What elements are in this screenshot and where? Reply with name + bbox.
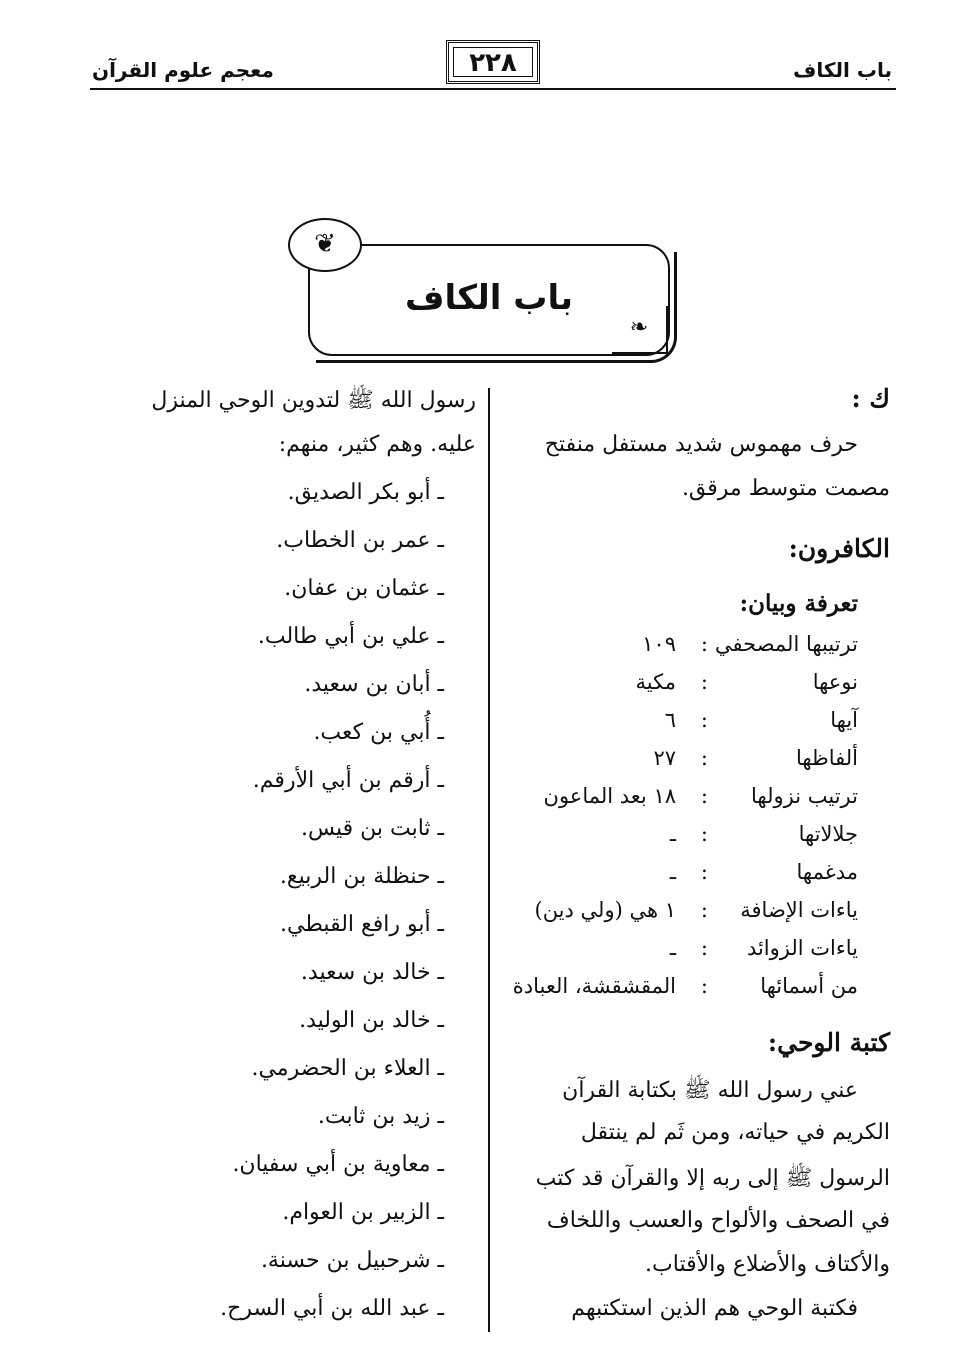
table-row [478,974,858,1008]
table-colon: : [700,822,708,846]
table-key: نوعها [812,670,858,694]
list-item: ـ عمر بن الخطاب. [276,528,444,553]
table-colon: : [700,632,708,656]
list-item: ـ أبو رافع القبطي. [280,912,444,937]
table-row [478,708,858,742]
table-key: ألفاظها [795,746,858,770]
table-value: المقشقشة، العبادة [512,974,676,998]
paragraph-line: فكتبة الوحي هم الذين استكتبهم [571,1296,858,1321]
table-colon: : [700,708,708,732]
paragraph-line: والأكتاف والأضلاع والأقتاب. [645,1252,890,1277]
table-row [478,898,858,932]
table-colon: : [700,974,708,998]
chapter-title: باب الكاف [405,278,573,318]
list-item: ـ معاوية بن أبي سفيان. [232,1152,444,1177]
table-value: ١ هي (ولي دين) [534,898,676,922]
table-value: ـ [669,936,676,960]
surah-subheading: تعرفة وبيان: [739,590,858,617]
list-item: ـ عثمان بن عفان. [284,576,444,601]
table-key: من أسمائها [760,974,858,998]
floral-ornament-icon: ❦ [288,218,362,272]
list-item: ـ عبد الله بن أبي السرح. [220,1296,444,1321]
surah-heading: الكافرون: [788,534,890,563]
list-item: ـ علي بن أبي طالب. [257,624,444,649]
table-value: ٢٧ [653,746,676,770]
table-row [478,784,858,818]
table-colon: : [700,936,708,960]
scribes-heading: كتبة الوحي: [767,1028,890,1057]
header-rule [90,88,896,90]
table-value: ١٨ بعد الماعون [543,784,676,808]
table-row [478,860,858,894]
table-key: جلالاتها [798,822,858,846]
list-item: ـ أبو بكر الصديق. [287,480,444,505]
table-key: ترتيبها المصحفي [715,632,858,656]
table-row [478,936,858,970]
table-key: مدغمها [796,860,858,884]
table-value: مكية [635,670,676,694]
letter-heading: ك : [851,384,890,413]
intro-line-2: عليه. وهم كثير، منهم: [278,432,476,457]
table-value: ـ [669,822,676,846]
list-item: ـ شرحبيل بن حسنة. [260,1248,444,1273]
letter-description-line-1: حرف مهموس شديد مستفل منفتح [544,432,858,457]
letter-description-line-2: مصمت متوسط مرقق. [681,476,890,501]
running-header-chapter: باب الكاف [793,58,892,82]
corner-ornament-icon: ❧ [612,306,668,354]
list-item: ـ حنظلة بن الربيع. [279,864,444,889]
list-item: ـ ثابت بن قيس. [300,816,444,841]
list-item: ـ خالد بن الوليد. [299,1008,444,1033]
table-colon: : [700,746,708,770]
paragraph-line: عني رسول الله ﷺ بكتابة القرآن [562,1078,858,1103]
paragraph-line: الرسول ﷺ إلى ربه إلا والقرآن قد كتب [535,1166,890,1191]
intro-line-1: رسول الله ﷺ لتدوين الوحي المنزل [151,388,476,413]
table-key: ياءات الإضافة [740,898,858,922]
table-row [478,632,858,666]
table-value: ـ [669,860,676,884]
paragraph-line: في الصحف والألواح والعسب واللخاف [546,1208,890,1233]
table-colon: : [700,898,708,922]
table-value: ٦ [664,708,676,732]
table-key: ترتيب نزولها [751,784,858,808]
table-key: آيها [830,708,858,732]
page-number-box [446,40,540,84]
table-key: ياءات الزوائد [746,936,858,960]
page-number: ٢٢٨ [469,48,517,78]
table-colon: : [700,784,708,808]
paragraph-line: الكريم في حياته، ومن ثَم لم ينتقل [580,1120,890,1145]
table-row [478,670,858,704]
list-item: ـ زيد بن ثابت. [317,1104,444,1129]
list-item: ـ خالد بن سعيد. [300,960,444,985]
list-item: ـ العلاء بن الحضرمي. [251,1056,444,1081]
list-item: ـ أرقم بن أبي الأرقم. [252,768,444,793]
table-row [478,822,858,856]
table-colon: : [700,670,708,694]
table-colon: : [700,860,708,884]
list-item: ـ أبان بن سعيد. [304,672,444,697]
list-item: ـ الزبير بن العوام. [282,1200,444,1225]
running-header-book-title: معجم علوم القرآن [92,58,274,82]
table-row [478,746,858,780]
table-value: ١٠٩ [642,632,676,656]
list-item: ـ أُبي بن كعب. [313,720,444,745]
